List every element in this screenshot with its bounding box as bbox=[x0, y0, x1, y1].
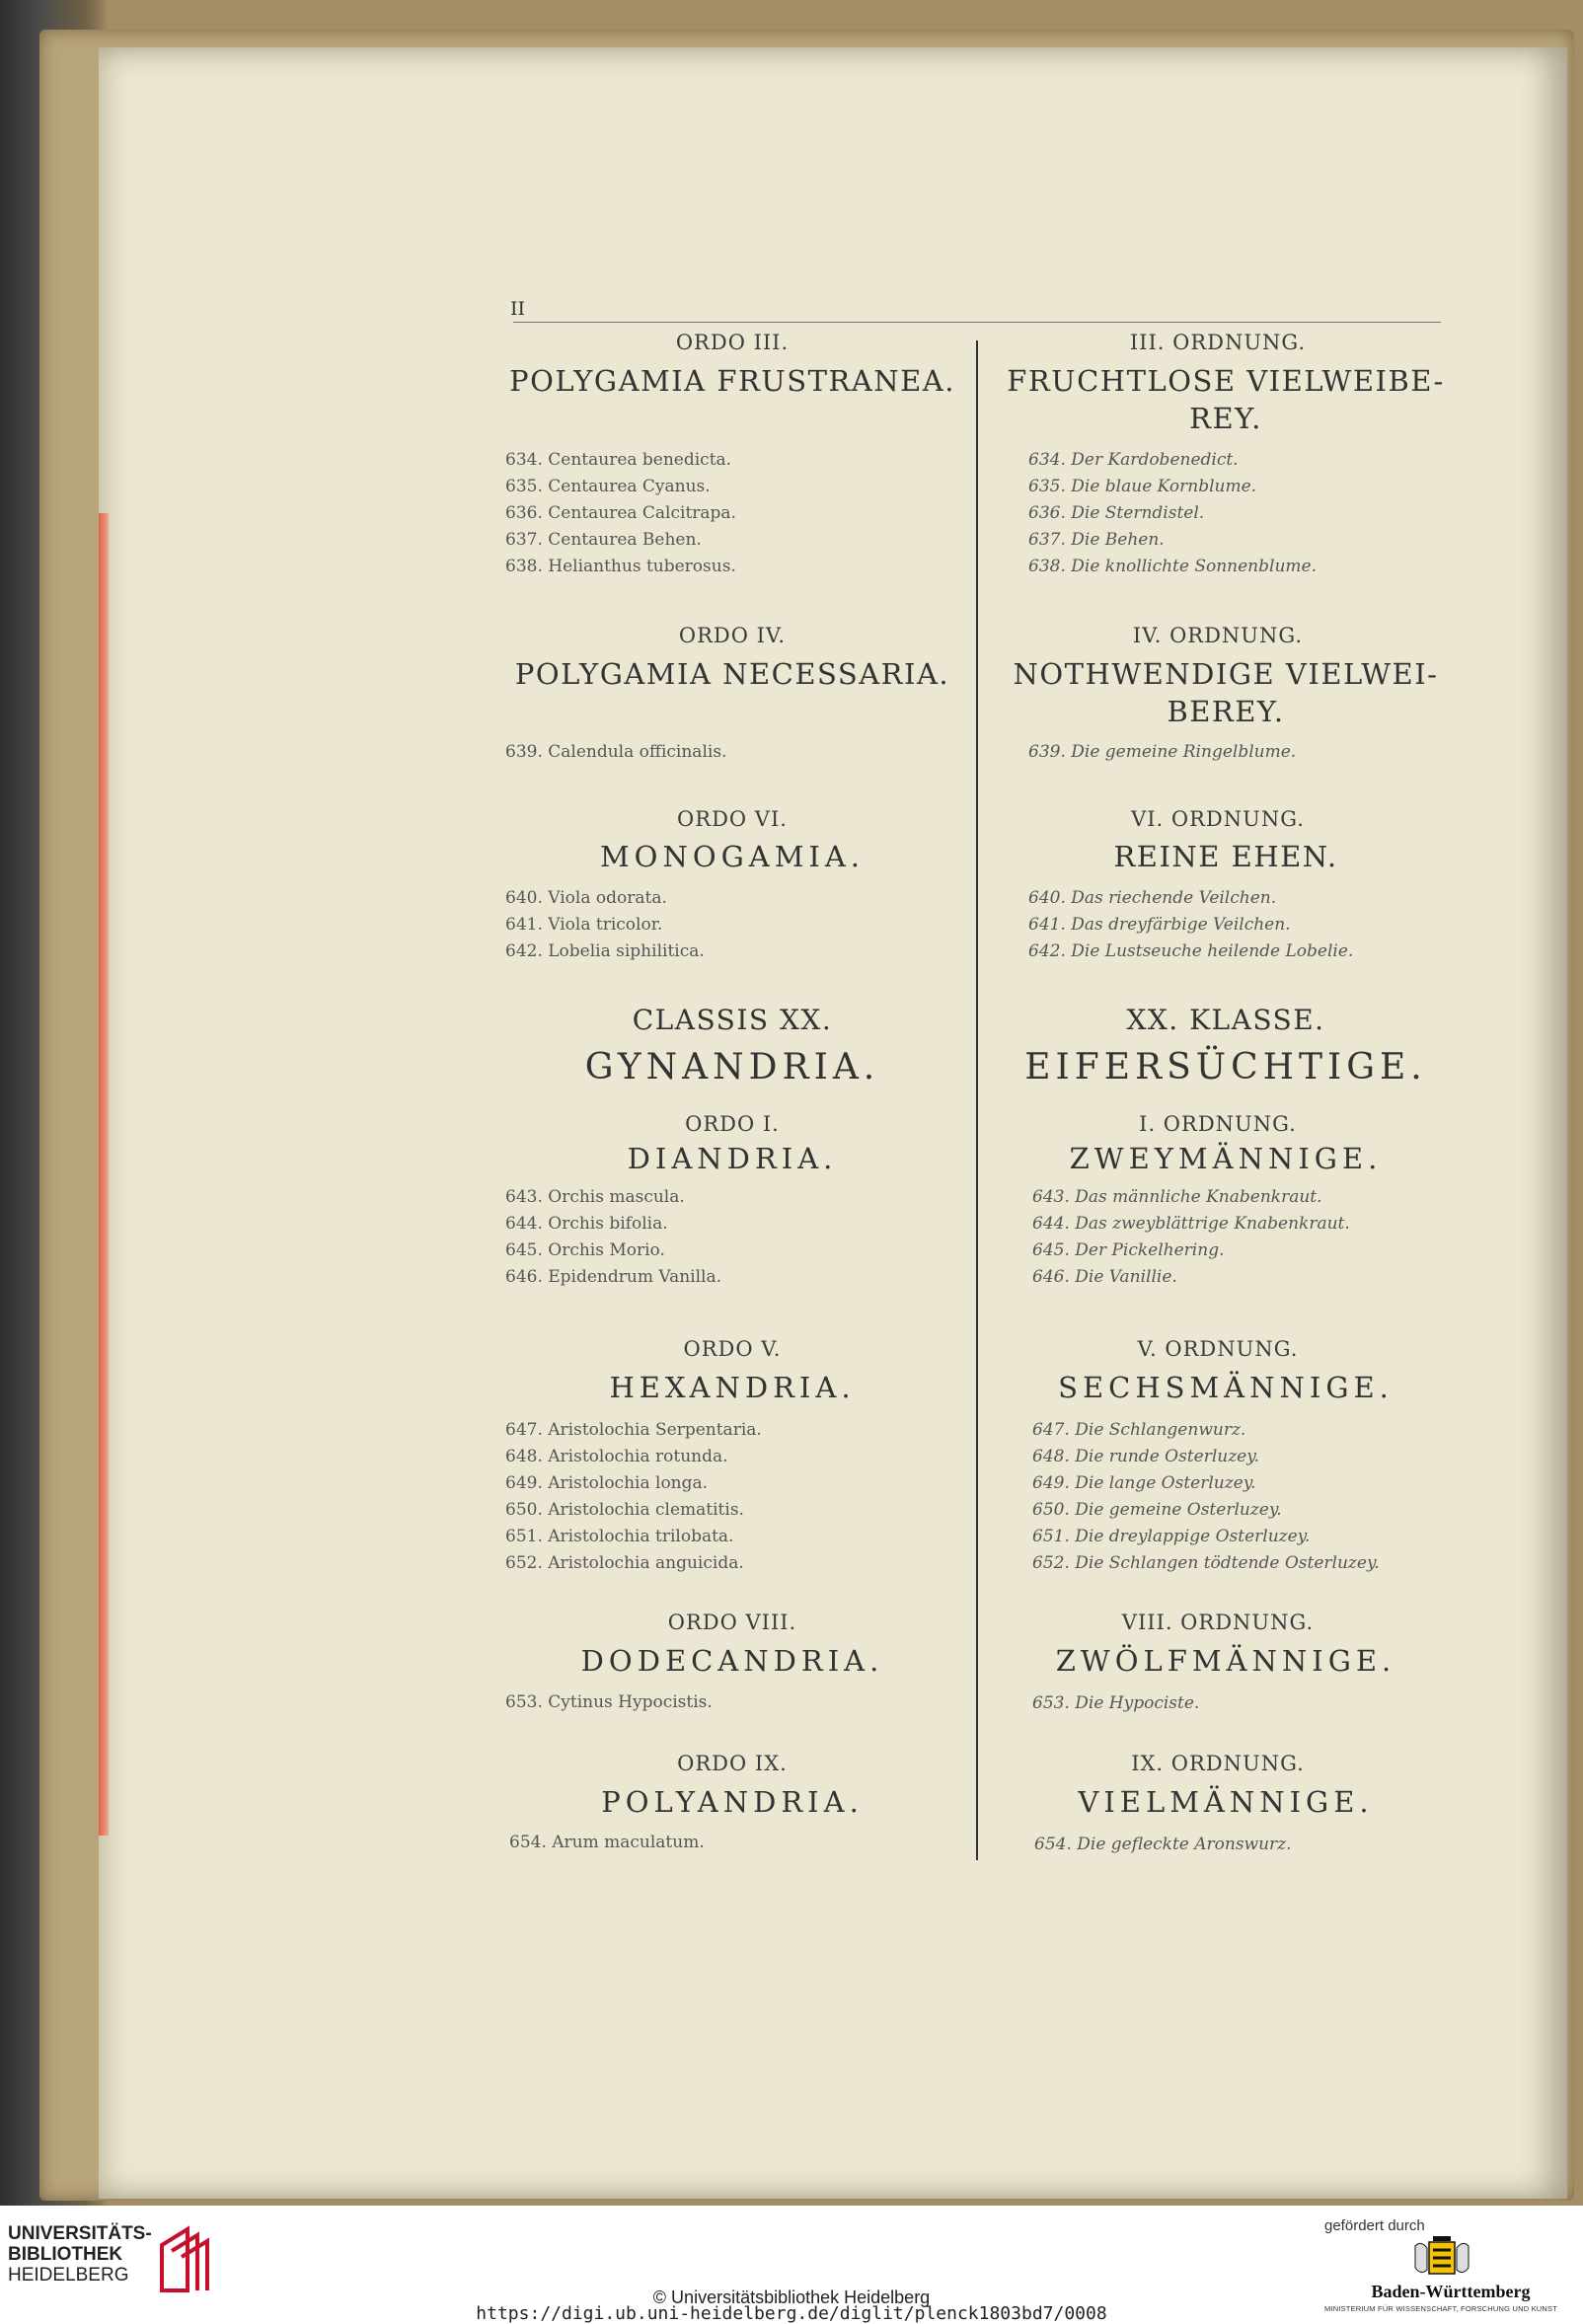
left-ordo-heading: ORDO III. bbox=[675, 331, 790, 354]
latin-entry: 639. Calendula officinalis. bbox=[505, 742, 727, 762]
right-ordo-heading: IX. ORDNUNG. bbox=[1131, 1752, 1305, 1775]
german-entry: 641. Das dreyfärbige Veilchen. bbox=[1028, 915, 1291, 935]
left-order-title: DODECANDRIA. bbox=[580, 1644, 884, 1678]
right-ordo-heading: IV. ORDNUNG. bbox=[1132, 624, 1304, 647]
copyright-notice: © Universitätsbibliothek Heidelberg bbox=[652, 2287, 931, 2307]
left-ordo-heading: ORDO VI. bbox=[677, 807, 788, 831]
left-class-heading: CLASSIS XX. bbox=[632, 1004, 833, 1036]
left-ordo-heading: ORDO V. bbox=[683, 1337, 782, 1361]
library-logo-text[interactable] bbox=[8, 2223, 152, 2286]
right-ordo-heading: V. ORDNUNG. bbox=[1137, 1337, 1299, 1361]
state-crest-icon[interactable] bbox=[1411, 2236, 1472, 2282]
left-order-title: HEXANDRIA. bbox=[609, 1371, 856, 1404]
library-name-line1: UNIVERSITÄTS- bbox=[8, 2223, 152, 2244]
german-entry: 642. Die Lustseuche heilende Lobelie. bbox=[1028, 941, 1354, 961]
right-order-title: ZWÖLFMÄNNIGE. bbox=[1055, 1644, 1396, 1678]
german-entry: 647. Die Schlangenwurz. bbox=[1032, 1420, 1246, 1440]
german-entry: 644. Das zweyblättrige Knabenkraut. bbox=[1032, 1214, 1350, 1234]
left-ordo-heading: ORDO VIII. bbox=[667, 1611, 797, 1634]
german-entry: 650. Die gemeine Osterluzey. bbox=[1032, 1500, 1282, 1520]
right-ordo-heading: VI. ORDNUNG. bbox=[1131, 807, 1305, 831]
right-ordo-heading: III. ORDNUNG. bbox=[1129, 331, 1307, 354]
german-entry: 652. Die Schlangen tödtende Osterluzey. bbox=[1032, 1553, 1380, 1573]
german-entry: 636. Die Sterndistel. bbox=[1028, 503, 1205, 523]
left-order-title: POLYGAMIA FRUSTRANEA. bbox=[509, 364, 955, 398]
latin-entry: 641. Viola tricolor. bbox=[505, 915, 663, 935]
german-entry: 653. Die Hypociste. bbox=[1032, 1693, 1200, 1713]
right-order-title: ZWEYMÄNNIGE. bbox=[1069, 1142, 1383, 1175]
latin-entry: 653. Cytinus Hypocistis. bbox=[505, 1692, 713, 1712]
latin-entry: 648. Aristolochia rotunda. bbox=[505, 1447, 728, 1466]
latin-entry: 650. Aristolochia clematitis. bbox=[505, 1500, 744, 1520]
left-order-title: POLYANDRIA. bbox=[601, 1785, 864, 1819]
latin-entry: 640. Viola odorata. bbox=[505, 888, 667, 908]
right-order-title: SECHSMÄNNIGE. bbox=[1058, 1371, 1394, 1404]
latin-entry: 636. Centaurea Calcitrapa. bbox=[505, 503, 736, 523]
latin-entry: 646. Epidendrum Vanilla. bbox=[505, 1267, 722, 1287]
right-ordo-heading: VIII. ORDNUNG. bbox=[1121, 1611, 1315, 1634]
latin-entry: 644. Orchis bifolia. bbox=[505, 1214, 668, 1234]
latin-entry: 651. Aristolochia trilobata. bbox=[505, 1527, 734, 1546]
german-entry: 649. Die lange Osterluzey. bbox=[1032, 1473, 1256, 1493]
latin-entry: 647. Aristolochia Serpentaria. bbox=[505, 1420, 762, 1440]
right-order-title: FRUCHTLOSE VIELWEIBE-REY. bbox=[1007, 364, 1445, 435]
column-divider bbox=[976, 340, 978, 1860]
left-order-title: POLYGAMIA NECESSARIA. bbox=[514, 657, 950, 691]
latin-entry: 643. Orchis mascula. bbox=[505, 1187, 685, 1207]
latin-entry: 635. Centaurea Cyanus. bbox=[505, 477, 711, 496]
sponsor-label: gefördert durch bbox=[1324, 2217, 1425, 2234]
sponsor-name: Baden-Württemberg bbox=[1371, 2282, 1531, 2301]
german-entry: 648. Die runde Osterluzey. bbox=[1032, 1447, 1259, 1466]
left-ordo-heading: ORDO I. bbox=[685, 1112, 780, 1136]
german-entry: 643. Das männliche Knabenkraut. bbox=[1032, 1187, 1322, 1207]
german-entry: 634. Der Kardobenedict. bbox=[1028, 450, 1239, 470]
latin-entry: 654. Arum maculatum. bbox=[509, 1833, 705, 1852]
german-entry: 646. Die Vanillie. bbox=[1032, 1267, 1177, 1287]
german-entry: 645. Der Pickelhering. bbox=[1032, 1240, 1225, 1260]
german-entry: 640. Das riechende Veilchen. bbox=[1028, 888, 1277, 908]
latin-entry: 642. Lobelia siphilitica. bbox=[505, 941, 705, 961]
german-entry: 639. Die gemeine Ringelblume. bbox=[1028, 742, 1297, 762]
right-order-title: REINE EHEN. bbox=[1113, 840, 1338, 873]
sponsor-ministry: MINISTERIUM FÜR WISSENSCHAFT, FORSCHUNG UND KUNST bbox=[1323, 2304, 1558, 2313]
german-entry: 651. Die dreylappige Osterluzey. bbox=[1032, 1527, 1311, 1546]
right-order-title: NOTHWENDIGE VIELWEI-BEREY. bbox=[1013, 657, 1439, 728]
latin-entry: 638. Helianthus tuberosus. bbox=[505, 557, 736, 576]
german-entry: 638. Die knollichte Sonnenblume. bbox=[1028, 557, 1317, 576]
library-logo-icon[interactable] bbox=[158, 2225, 221, 2294]
permalink-url[interactable]: https://digi.ub.uni-heidelberg.de/diglit/plenck1803bd7/0008 bbox=[476, 2303, 1107, 2324]
right-ordo-heading: I. ORDNUNG. bbox=[1139, 1112, 1297, 1136]
latin-entry: 652. Aristolochia anguicida. bbox=[505, 1553, 744, 1573]
right-order-title: VIELMÄNNIGE. bbox=[1078, 1785, 1374, 1819]
right-class-title: EIFERSÜCHTIGE. bbox=[1024, 1047, 1427, 1087]
latin-entry: 645. Orchis Morio. bbox=[505, 1240, 665, 1260]
latin-entry: 649. Aristolochia longa. bbox=[505, 1473, 709, 1493]
library-name-line2: BIBLIOTHEK bbox=[8, 2244, 123, 2265]
header-rule bbox=[513, 322, 1441, 323]
german-entry: 637. Die Behen. bbox=[1028, 530, 1165, 550]
left-ordo-heading: ORDO IX. bbox=[677, 1752, 788, 1775]
right-class-heading: XX. KLASSE. bbox=[1126, 1004, 1325, 1036]
left-order-title: MONOGAMIA. bbox=[599, 840, 866, 873]
left-order-title: DIANDRIA. bbox=[627, 1142, 838, 1175]
page-number: II bbox=[510, 298, 526, 320]
left-class-title: GYNANDRIA. bbox=[584, 1047, 880, 1087]
latin-entry: 637. Centaurea Behen. bbox=[505, 530, 702, 550]
german-entry: 654. Die gefleckte Aronswurz. bbox=[1034, 1835, 1292, 1854]
library-name-line3: HEIDELBERG bbox=[8, 2265, 129, 2286]
german-entry: 635. Die blaue Kornblume. bbox=[1028, 477, 1257, 496]
red-page-edge bbox=[99, 513, 109, 1836]
latin-entry: 634. Centaurea benedicta. bbox=[505, 450, 732, 470]
left-ordo-heading: ORDO IV. bbox=[678, 624, 787, 647]
